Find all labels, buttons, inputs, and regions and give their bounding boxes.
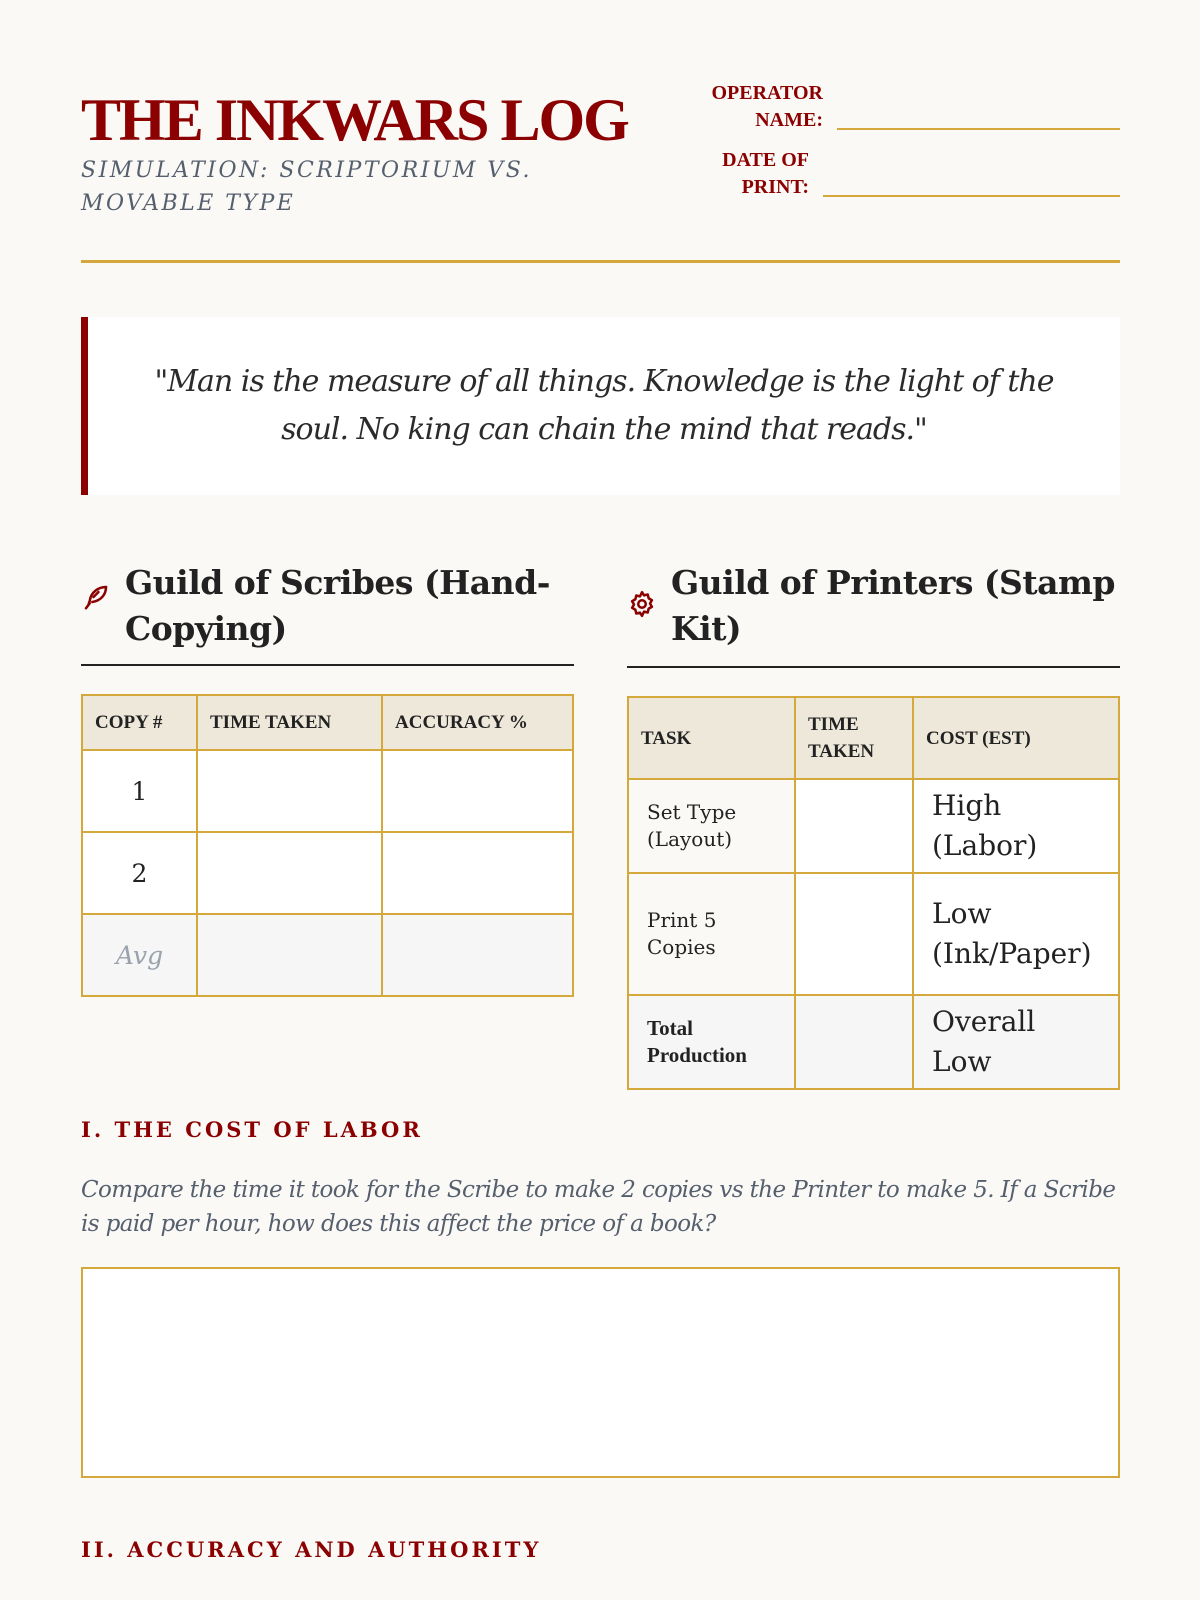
page-subtitle: SIMULATION: SCRIPTORIUM VS. MOVABLE TYPE [81,158,533,216]
answer-box-cost-of-labor[interactable] [81,1267,1120,1478]
accuracy-cell[interactable] [382,832,573,914]
printers-title: Guild of Printers (Stamp Kit) [671,563,1115,648]
time-taken-cell[interactable] [795,779,913,873]
total-label-cell: Total Production [628,995,795,1089]
column-header: TIME TAKEN [197,695,382,750]
average-accuracy-cell[interactable] [382,914,573,996]
section-heading-cost-of-labor: I. THE COST OF LABOR [81,1117,423,1142]
worksheet-page [81,0,1120,1600]
task-cell: Print 5 Copies [628,873,795,995]
table-row [628,779,1119,873]
scribes-title: Guild of Scribes (Hand-Copying) [125,563,550,648]
task-cell: Set Type (Layout) [628,779,795,873]
printers-table [627,696,1120,1090]
cost-cell: High (Labor) [913,779,1119,873]
accuracy-cell[interactable] [382,750,573,832]
section-prompt-cost-of-labor: Compare the time it took for the Scribe to make 2 copies vs the Printer to make 5. If a Scribe is paid per hour, how does this affect the price of a book? [81,1177,1116,1237]
total-cost-cell: Overall Low [913,995,1119,1089]
column-header: TIME TAKEN [795,697,913,779]
table-header-row [82,695,573,750]
copy-number-cell: 1 [82,750,197,832]
scribes-table [81,694,574,997]
time-taken-cell[interactable] [197,750,382,832]
printers-section [627,560,1120,1090]
section-heading-accuracy-authority: II. ACCURACY AND AUTHORITY [81,1537,542,1562]
quill-icon [81,560,125,616]
column-header: COPY # [82,695,197,750]
quote-block [81,317,1120,495]
printers-heading [627,560,1120,668]
operator-name-field [708,80,1120,134]
average-label-cell: Avg [82,914,197,996]
copy-number-cell: 2 [82,832,197,914]
column-header: ACCURACY % [382,695,573,750]
total-time-cell[interactable] [795,995,913,1089]
table-header-row [628,697,1119,779]
table-row [628,873,1119,995]
average-time-cell[interactable] [197,914,382,996]
quote-text: "Man is the measure of all things. Knowledge is the light of the soul. No king can chain the mind that reads." [154,364,1054,447]
scribes-section [81,560,574,997]
gear-icon [627,589,671,623]
time-taken-cell[interactable] [795,873,913,995]
column-header: TASK [628,697,795,779]
scribes-heading [81,560,574,666]
time-taken-cell[interactable] [197,832,382,914]
date-of-print-label: DATE OF PRINT: [722,149,809,198]
table-row [82,832,573,914]
table-row [82,750,573,832]
operator-name-input[interactable] [837,128,1120,130]
page-title: THE INKWARS LOG [81,87,628,153]
date-of-print-field [709,147,1120,201]
header [81,80,1120,263]
table-row-total [628,995,1119,1089]
cost-cell: Low (Ink/Paper) [913,873,1119,995]
operator-name-label: OPERATOR NAME: [711,82,823,131]
table-row-average [82,914,573,996]
date-of-print-input[interactable] [823,195,1120,197]
column-header: COST (EST) [913,697,1119,779]
